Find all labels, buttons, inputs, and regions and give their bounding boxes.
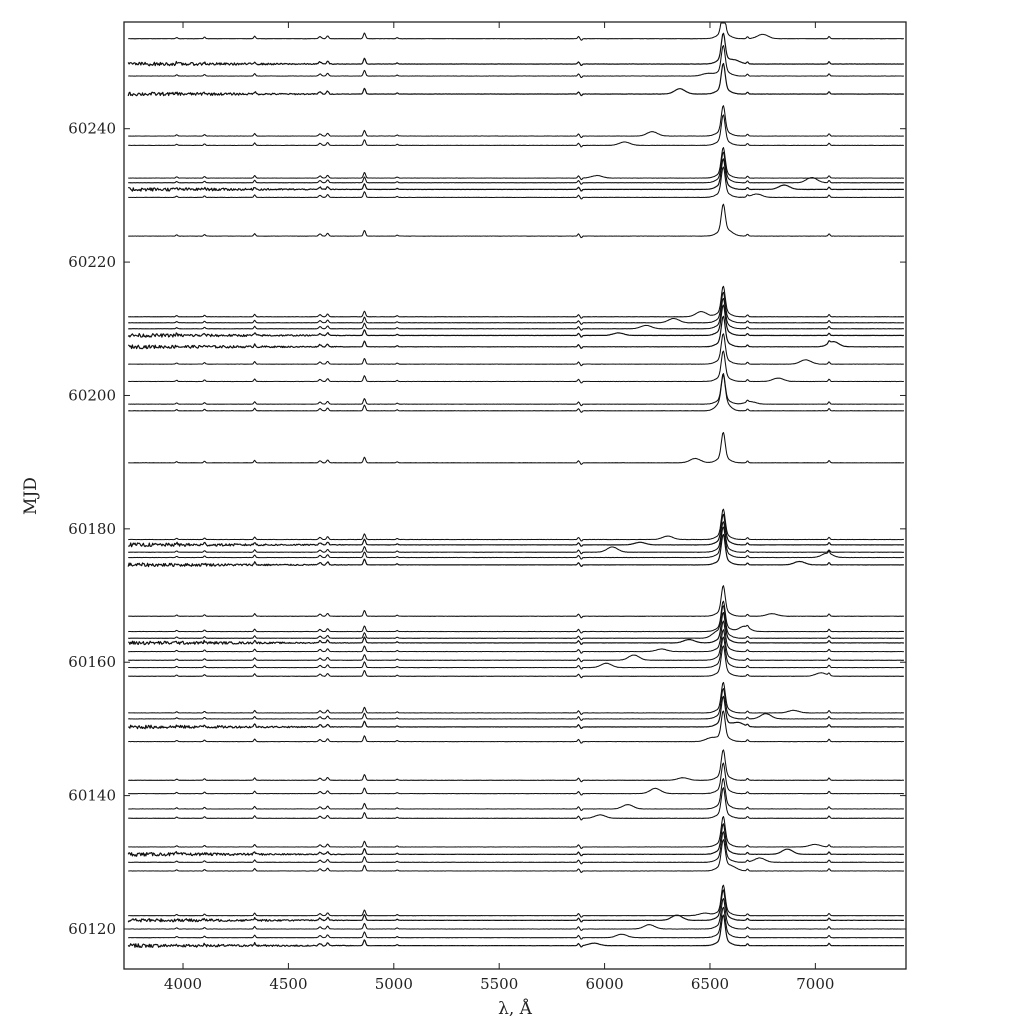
spectrum-line bbox=[128, 292, 904, 324]
plot-frame bbox=[124, 22, 906, 969]
spectra-series-group bbox=[128, 23, 904, 947]
spectrum-line bbox=[128, 522, 904, 554]
spectrum-line bbox=[128, 890, 904, 922]
spectrum-line bbox=[128, 152, 904, 184]
spectrum-line bbox=[128, 106, 904, 138]
spectrum-line bbox=[128, 646, 904, 678]
spectrum-line bbox=[128, 824, 904, 856]
spectrum-line bbox=[128, 788, 904, 820]
spectrum-line bbox=[128, 204, 904, 237]
x-axis-label: λ, Å bbox=[498, 999, 532, 1019]
spectrum-line bbox=[128, 907, 904, 939]
spectrum-line bbox=[128, 433, 904, 465]
spectrum-line bbox=[128, 298, 904, 330]
spectrum-line bbox=[128, 286, 904, 318]
spectrum-line bbox=[128, 509, 904, 541]
spectrum-line bbox=[128, 682, 904, 714]
spectrum-line bbox=[128, 316, 904, 348]
spectrum-line bbox=[128, 305, 904, 337]
y-tick-label: 60240 bbox=[68, 119, 116, 138]
spectrum-line bbox=[128, 374, 904, 406]
spectrum-line bbox=[128, 606, 904, 640]
y-tick-label: 60120 bbox=[68, 919, 116, 938]
spectrum-line bbox=[128, 779, 904, 811]
x-tick-label: 7000 bbox=[796, 975, 835, 993]
spectrum-line bbox=[128, 689, 904, 721]
y-axis-label: MJD bbox=[21, 477, 41, 515]
spectrum-line bbox=[128, 334, 904, 366]
spectrum-line bbox=[128, 763, 904, 795]
y-tick-label: 60180 bbox=[68, 519, 116, 538]
spectrum-line bbox=[128, 115, 904, 147]
spectrum-line bbox=[128, 750, 904, 782]
spectrum-line bbox=[128, 621, 904, 653]
spectrum-line bbox=[128, 514, 904, 546]
spectrum-line bbox=[128, 885, 904, 917]
x-tick-label: 4500 bbox=[269, 975, 308, 993]
x-tick-label: 6000 bbox=[585, 975, 624, 993]
y-tick-label: 60220 bbox=[68, 253, 116, 272]
x-tick-label: 5000 bbox=[374, 975, 413, 993]
spectrum-line bbox=[128, 64, 904, 96]
spectrum-line bbox=[128, 601, 904, 633]
spectrum-line bbox=[128, 23, 904, 40]
spectrum-line bbox=[128, 840, 904, 873]
spectrum-line bbox=[128, 586, 904, 618]
spectrum-line bbox=[128, 159, 904, 191]
spectrum-line bbox=[128, 148, 904, 180]
x-tick-label: 6500 bbox=[690, 975, 730, 993]
spectrum-line bbox=[128, 832, 904, 864]
y-tick-label: 60200 bbox=[68, 386, 116, 405]
y-tick-label: 60160 bbox=[68, 653, 116, 672]
spectrum-line bbox=[128, 46, 904, 78]
spectrum-line bbox=[128, 899, 904, 931]
spectrum-line bbox=[128, 613, 904, 645]
spectrum-line bbox=[128, 630, 904, 662]
spectrum-line bbox=[128, 527, 904, 559]
spectrum-line bbox=[128, 637, 904, 669]
y-tick-label: 60140 bbox=[68, 786, 116, 805]
spectrum-line bbox=[128, 817, 904, 849]
y-axis-ticks bbox=[68, 120, 906, 938]
x-tick-label: 5500 bbox=[480, 975, 519, 993]
x-tick-label: 4000 bbox=[163, 975, 203, 993]
spectrum-line bbox=[128, 351, 904, 383]
